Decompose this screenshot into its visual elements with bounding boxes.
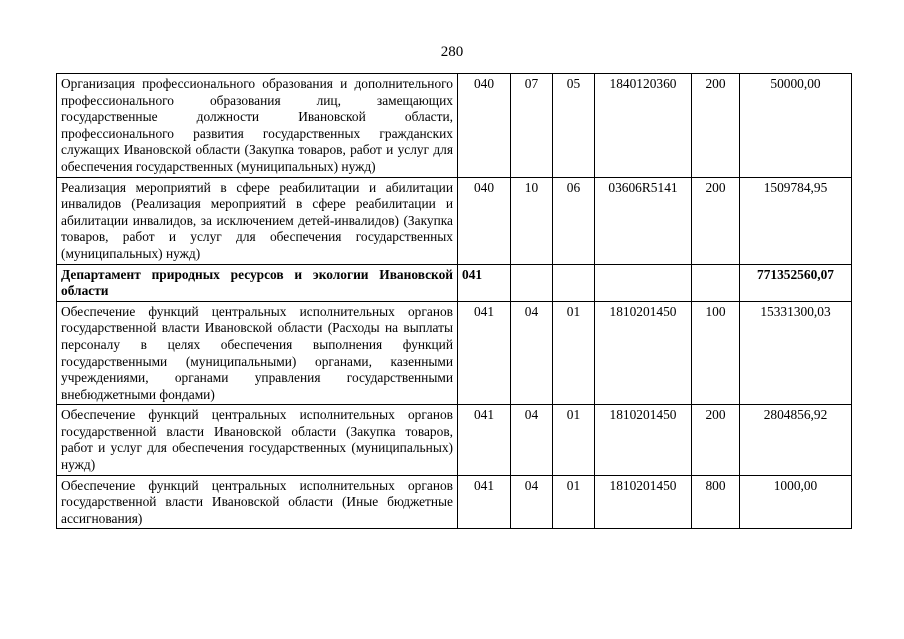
amount-cell: 2804856,92 [740, 405, 852, 475]
table-row [57, 475, 852, 529]
section-code-cell: 04 [511, 475, 553, 529]
amount-cell: 1509784,95 [740, 177, 852, 264]
section-code-cell: 07 [511, 74, 553, 178]
expense-name-cell: Организация профессионального образования и дополнительного профессионального образования лиц, замещающих государственные должности Ивановской области, профессионального развития государственных гражданских служащих Ивановской области (Закупка товаров, работ и услуг для обеспечения государственных (муниципальных) нужд) [57, 74, 458, 178]
target-code-cell: 1810201450 [595, 475, 692, 529]
ministry-code-cell: 041 [458, 264, 511, 301]
table-row [57, 177, 852, 264]
subsection-code-cell: 01 [553, 405, 595, 475]
section-code-cell: 04 [511, 301, 553, 405]
expense-type-cell: 200 [692, 74, 740, 178]
page-number: 280 [440, 44, 464, 60]
subsection-code-cell: 01 [553, 475, 595, 529]
ministry-code-cell: 041 [458, 301, 511, 405]
expense-type-cell: 800 [692, 475, 740, 529]
table-row [57, 74, 852, 178]
ministry-code-cell: 041 [458, 475, 511, 529]
expense-type-cell: 200 [692, 405, 740, 475]
subsection-code-cell [553, 264, 595, 301]
expense-name-cell: Реализация мероприятий в сфере реабилитации и абилитации инвалидов (Реализация мероприятий в сфере реабилитации и абилитации инвалидов, за исключением детей-инвалидов) (Закупка товаров, работ и услуг для обеспечения государственных (муниципальных) нужд) [57, 177, 458, 264]
expense-type-cell: 200 [692, 177, 740, 264]
table-row [57, 301, 852, 405]
target-code-cell [595, 264, 692, 301]
table-row [57, 405, 852, 475]
section-code-cell: 04 [511, 405, 553, 475]
expense-name-cell: Обеспечение функций центральных исполнительных органов государственной власти Ивановской области (Иные бюджетные ассигнования) [57, 475, 458, 529]
section-code-cell [511, 264, 553, 301]
ministry-code-cell: 041 [458, 405, 511, 475]
expense-type-cell: 100 [692, 301, 740, 405]
section-code-cell: 10 [511, 177, 553, 264]
amount-cell: 771352560,07 [740, 264, 852, 301]
department-name-cell: Департамент природных ресурсов и экологии Ивановской области [57, 264, 458, 301]
subsection-code-cell: 05 [553, 74, 595, 178]
expense-type-cell [692, 264, 740, 301]
subsection-code-cell: 01 [553, 301, 595, 405]
amount-cell: 1000,00 [740, 475, 852, 529]
expense-name-cell: Обеспечение функций центральных исполнительных органов государственной власти Ивановской области (Закупка товаров, работ и услуг для обеспечения государственных (муниципальных) нужд) [57, 405, 458, 475]
target-code-cell: 03606R5141 [595, 177, 692, 264]
target-code-cell: 1810201450 [595, 301, 692, 405]
budget-table [56, 73, 852, 529]
amount-cell: 50000,00 [740, 74, 852, 178]
subsection-code-cell: 06 [553, 177, 595, 264]
table-row-department [57, 264, 852, 301]
target-code-cell: 1840120360 [595, 74, 692, 178]
ministry-code-cell: 040 [458, 74, 511, 178]
amount-cell: 15331300,03 [740, 301, 852, 405]
expense-name-cell: Обеспечение функций центральных исполнительных органов государственной власти Ивановской области (Расходы на выплаты персоналу в целях обеспечения выполнения функций государственными (муниципальными) органами, казенными учреждениями, органами управления государственными внебюджетными фондами) [57, 301, 458, 405]
target-code-cell: 1810201450 [595, 405, 692, 475]
ministry-code-cell: 040 [458, 177, 511, 264]
